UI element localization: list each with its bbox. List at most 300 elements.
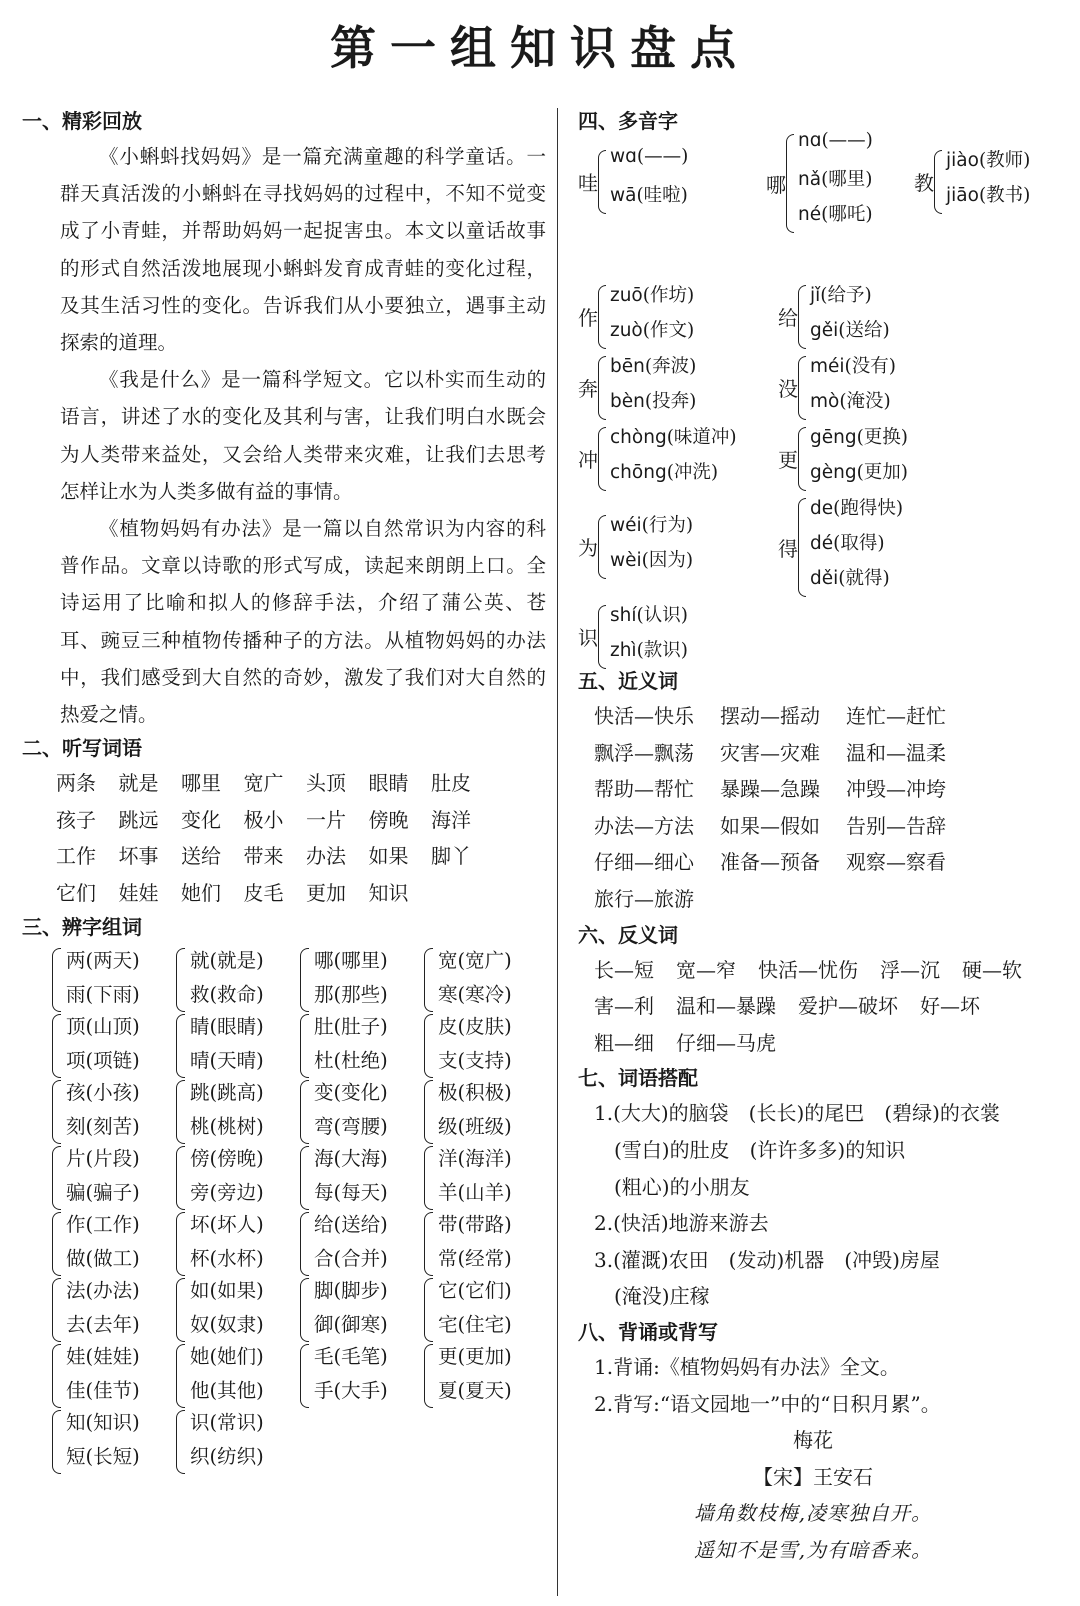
brace xyxy=(798,427,806,491)
dictation-word: 它们 xyxy=(56,880,96,905)
char-pair xyxy=(52,1342,170,1408)
polyphone-reading xyxy=(610,146,688,167)
brace xyxy=(934,150,942,214)
example-word: (哪吒) xyxy=(821,204,873,225)
antonym-row xyxy=(594,1025,1068,1062)
recitation-items xyxy=(594,1349,1068,1422)
char-pair-item: 雨(下雨) xyxy=(66,983,140,1007)
pinyin: gèng xyxy=(810,462,857,483)
review-paragraphs xyxy=(22,138,546,733)
brace xyxy=(598,285,606,349)
example-word: (哪里) xyxy=(821,169,873,190)
polyphone-reading xyxy=(810,529,885,555)
antonym-pair: 宽—窄 xyxy=(676,957,736,982)
char-pair-item: 杜(杜绝) xyxy=(314,1049,388,1073)
collocation-line: (雪白)的肚皮 (许许多多)的知识 xyxy=(614,1137,906,1162)
pinyin: wéi xyxy=(610,515,642,536)
pinyin: wèi xyxy=(610,550,642,571)
polyphone-reading xyxy=(610,546,693,572)
char-pair-item: 刻(刻苦) xyxy=(66,1115,140,1139)
synonym-pair: 摆动—摇动 xyxy=(720,704,820,728)
dictation-word: 哪里 xyxy=(181,771,221,796)
column-divider xyxy=(557,108,558,1596)
brace xyxy=(176,1344,185,1408)
brace xyxy=(424,1344,433,1408)
char-pair-item: 常(经常) xyxy=(438,1247,512,1271)
char-pair xyxy=(300,1078,418,1144)
polyphone-reading xyxy=(610,387,696,413)
word-row xyxy=(56,838,542,875)
synonym-pair: 冲毁—冲垮 xyxy=(846,777,946,802)
char-pair xyxy=(176,1012,294,1078)
example-word: (就得) xyxy=(838,568,890,589)
word-row xyxy=(56,875,542,912)
antonym-pair: 爱护—破坏 xyxy=(798,994,898,1019)
synonym-pair: 准备—预备 xyxy=(720,850,820,875)
dictation-word: 孩子 xyxy=(56,807,96,832)
polyphone-reading xyxy=(610,181,688,207)
char-pair xyxy=(52,1210,170,1276)
char-pair xyxy=(176,1408,294,1474)
example-word: (没有) xyxy=(844,356,896,377)
brace xyxy=(300,1146,309,1210)
char-pair-item: 识(常识) xyxy=(190,1411,264,1435)
brace xyxy=(424,1278,433,1342)
brace xyxy=(176,1212,185,1276)
recitation-item: 2.背写:“语文园地一”中的“日积月累”。 xyxy=(594,1391,941,1416)
pinyin: jiào xyxy=(946,150,979,171)
dictation-word: 头顶 xyxy=(306,771,346,796)
synonym-pair: 温和—温柔 xyxy=(846,740,946,765)
char-pair xyxy=(424,946,542,1012)
char-pair-row xyxy=(52,1144,542,1210)
pinyin: jiāo xyxy=(946,185,979,206)
brace xyxy=(798,285,806,349)
char-pair-item: 脚(脚步) xyxy=(314,1279,388,1303)
char-pair xyxy=(300,1210,418,1276)
char-pair-row xyxy=(52,1210,542,1276)
char-pair-item: 坏(坏人) xyxy=(190,1213,264,1237)
brace xyxy=(598,515,606,579)
char-pair xyxy=(424,1210,542,1276)
brace xyxy=(176,948,185,1012)
char-pair xyxy=(52,1078,170,1144)
char-pair-item: 做(做工) xyxy=(66,1247,140,1271)
char-pair-item: 合(合并) xyxy=(314,1247,388,1271)
char-pair xyxy=(424,1276,542,1342)
polyphone-char: 更 xyxy=(778,448,798,472)
dictation-word: 娃娃 xyxy=(118,880,159,905)
synonym-pair: 告别—告辞 xyxy=(846,813,946,838)
pinyin: dé xyxy=(810,533,834,554)
example-word: (——) xyxy=(821,130,873,151)
char-pair-item: 如(如果) xyxy=(190,1279,264,1303)
brace xyxy=(598,150,606,214)
brace xyxy=(424,1212,433,1276)
polyphone-char: 给 xyxy=(778,306,798,330)
dictation-word-list xyxy=(56,765,542,911)
char-pair-item: 洋(海洋) xyxy=(438,1147,512,1171)
char-pair-item: 它(它们) xyxy=(438,1279,512,1303)
antonym-pair: 仔细—马虎 xyxy=(676,1030,776,1055)
antonym-pair: 长—短 xyxy=(594,957,654,982)
char-pair-item: 片(片段) xyxy=(66,1147,140,1171)
left-column xyxy=(22,104,546,1474)
section-heading-dictation: 二、听写词语 xyxy=(22,736,142,761)
word-row xyxy=(56,802,542,839)
synonym-pair: 暴躁—急躁 xyxy=(720,777,820,802)
char-pair xyxy=(176,1144,294,1210)
char-pair-item: 海(大海) xyxy=(314,1147,388,1171)
synonym-row xyxy=(594,881,1068,918)
brace xyxy=(598,356,606,420)
char-pair-item: 桃(桃树) xyxy=(190,1115,264,1139)
char-pair xyxy=(300,1342,418,1408)
char-pair-item: 寒(寒冷) xyxy=(438,983,512,1007)
char-pair-item: 项(项链) xyxy=(66,1049,140,1073)
polyphone-reading xyxy=(610,316,694,342)
right-column xyxy=(578,104,1068,1568)
char-pair-item: 作(工作) xyxy=(66,1213,140,1237)
example-word: (投奔) xyxy=(644,391,697,412)
polyphone-char: 哪 xyxy=(766,172,786,197)
synonym-list xyxy=(594,698,1068,918)
char-pair-item: 睛(眼睛) xyxy=(190,1015,264,1039)
dictation-word: 她们 xyxy=(181,880,221,905)
dictation-word: 办法 xyxy=(306,844,346,869)
dictation-word: 就是 xyxy=(118,771,159,796)
char-pair-item: 皮(皮肤) xyxy=(438,1015,512,1039)
review-paragraph: 《植物妈妈有办法》是一篇以自然常识为内容的科普作品。文章以诗歌的形式写成，读起来朗朗上口。全诗运用了比喻和拟人的修辞手法，介绍了蒲公英、苍耳、豌豆三种植物传播种子的方法。从植物妈妈的办法中，我们感受到大自然的奇妙，激发了我们对大自然的热爱之情。 xyxy=(60,517,546,727)
char-pair xyxy=(52,1276,170,1342)
brace xyxy=(300,948,309,1012)
brace xyxy=(52,1146,61,1210)
char-pair xyxy=(52,946,170,1012)
char-pair-item: 孩(小孩) xyxy=(66,1081,140,1105)
antonym-pair: 快活—忧伤 xyxy=(758,957,858,982)
char-pair xyxy=(52,1144,170,1210)
brace xyxy=(424,1014,433,1078)
char-pair xyxy=(52,1408,170,1474)
example-word: (认识) xyxy=(636,605,688,626)
char-pair-item: 哪(哪里) xyxy=(314,949,388,973)
pinyin: bēn xyxy=(610,356,645,377)
word-row xyxy=(56,765,542,802)
polyphone-reading xyxy=(798,130,873,151)
char-pair xyxy=(52,1012,170,1078)
synonym-pair: 仔细—细心 xyxy=(594,850,694,875)
dictation-word: 如果 xyxy=(368,844,409,869)
polyphone-reading xyxy=(810,387,891,413)
polyphone-reading xyxy=(610,352,696,378)
brace xyxy=(424,1146,433,1210)
char-pair-item: 夏(夏天) xyxy=(438,1379,512,1403)
pinyin: bèn xyxy=(610,391,645,412)
dictation-word: 海洋 xyxy=(431,807,471,832)
brace xyxy=(798,498,806,597)
char-pair-item: 毛(毛笔) xyxy=(314,1345,388,1369)
antonym-pair: 浮—沉 xyxy=(880,957,940,982)
example-word: (冲洗) xyxy=(666,462,719,483)
antonym-pair: 温和—暴躁 xyxy=(676,994,776,1019)
char-pair-item: 顶(山顶) xyxy=(66,1015,140,1039)
antonym-pair: 硬—软 xyxy=(962,957,1022,982)
polyphone-char: 哇 xyxy=(578,171,598,195)
dictation-word: 带来 xyxy=(243,844,284,869)
char-pair-item: 宅(住宅) xyxy=(438,1313,512,1337)
char-pair-grid xyxy=(52,946,542,1474)
example-word: (因为) xyxy=(641,550,694,571)
char-pair-item: 带(带路) xyxy=(438,1213,512,1237)
brace xyxy=(300,1212,309,1276)
example-word: (取得) xyxy=(833,533,885,554)
char-pair xyxy=(300,1276,418,1342)
example-word: (——) xyxy=(636,146,689,167)
char-pair-item: 级(班级) xyxy=(438,1115,512,1139)
char-pair-item: 极(积极) xyxy=(438,1081,512,1105)
brace xyxy=(300,1080,309,1144)
pinyin: zuò xyxy=(610,320,643,341)
example-word: (教书) xyxy=(978,185,1031,206)
poem-line: 墙角数枝梅,凌寒独自开。 xyxy=(693,1501,933,1526)
brace xyxy=(52,948,61,1012)
polyphone-char: 冲 xyxy=(578,448,598,472)
page-title: 第一组知识盘点 xyxy=(330,21,750,75)
pinyin: mò xyxy=(810,391,840,412)
polyphone-char: 为 xyxy=(578,536,598,560)
brace xyxy=(176,1410,185,1474)
polyphone-grid xyxy=(578,130,1068,664)
polyphone-reading xyxy=(610,423,737,449)
polyphone-char: 得 xyxy=(778,536,798,561)
char-pair-item: 她(她们) xyxy=(190,1345,264,1369)
synonym-row xyxy=(594,698,1068,735)
char-pair-item: 骗(骗子) xyxy=(66,1181,140,1205)
char-pair-item: 支(支持) xyxy=(438,1049,512,1073)
char-pair-item: 肚(肚子) xyxy=(314,1015,388,1039)
char-pair xyxy=(300,1012,418,1078)
dictation-word: 眼睛 xyxy=(368,771,409,796)
char-pair-item: 知(知识) xyxy=(66,1411,140,1435)
pinyin: nǎ xyxy=(798,169,822,190)
example-word: (淹没) xyxy=(839,391,891,412)
brace xyxy=(300,1014,309,1078)
polyphone-char: 识 xyxy=(578,626,598,650)
polyphone-reading xyxy=(810,316,890,342)
pinyin: chòng xyxy=(610,427,667,448)
polyphone-reading xyxy=(810,352,896,378)
char-pair-item: 御(御寒) xyxy=(314,1313,388,1337)
poem xyxy=(578,1422,1048,1568)
char-pair xyxy=(424,1012,542,1078)
dictation-word: 宽广 xyxy=(243,771,284,796)
char-pair-item: 就(就是) xyxy=(190,949,264,973)
dictation-word: 工作 xyxy=(56,844,96,869)
char-pair-item: 弯(弯腰) xyxy=(314,1115,388,1139)
char-pair xyxy=(300,946,418,1012)
collocation-line: 1.(大大)的脑袋 (长长)的尾巴 (碧绿)的衣裳 xyxy=(594,1101,1000,1126)
polyphone-reading xyxy=(610,511,693,537)
poem-line: 遥知不是雪,为有暗香来。 xyxy=(693,1537,933,1562)
dictation-word: 皮毛 xyxy=(243,880,284,905)
pinyin: chōng xyxy=(610,462,667,483)
brace xyxy=(300,1278,309,1342)
brace xyxy=(52,1212,61,1276)
char-pair xyxy=(176,1210,294,1276)
antonym-list xyxy=(594,952,1068,1062)
dictation-word: 跳远 xyxy=(118,807,159,832)
brace xyxy=(598,427,606,491)
example-word: (教师) xyxy=(978,150,1031,171)
review-paragraph: 《我是什么》是一篇科学短文。它以朴实而生动的语言，讲述了水的变化及其利与害，让我们明白水既会为人类带来益处，又会给人类带来灾难，让我们去思考怎样让水为人类多做有益的事情。 xyxy=(60,368,546,503)
poem-title: 梅花 xyxy=(793,1428,833,1453)
synonym-row xyxy=(594,771,1068,808)
dictation-word: 一片 xyxy=(306,807,346,832)
section-heading-review: 一、精彩回放 xyxy=(22,109,142,133)
synonym-pair: 帮助—帮忙 xyxy=(594,777,694,802)
polyphone-reading xyxy=(798,165,873,191)
polyphone-char: 教 xyxy=(914,171,934,195)
pinyin: zhì xyxy=(610,640,637,661)
polyphone-reading xyxy=(810,423,908,449)
polyphone-reading xyxy=(610,281,694,307)
example-word: (更换) xyxy=(856,427,909,448)
polyphone-reading xyxy=(946,146,1030,172)
example-word: (哇啦) xyxy=(636,185,688,206)
dictation-word: 肚皮 xyxy=(431,771,471,796)
example-word: (更加) xyxy=(856,462,909,483)
dictation-word: 知识 xyxy=(368,880,409,905)
section-heading-collocations: 七、词语搭配 xyxy=(578,1066,698,1091)
section-heading-char-pairs: 三、辨字组词 xyxy=(22,915,142,940)
pinyin: jǐ xyxy=(810,285,821,306)
synonym-pair: 办法—方法 xyxy=(594,813,694,838)
char-pair-item: 救(救命) xyxy=(190,983,264,1007)
review-paragraph: 《小蝌蚪找妈妈》是一篇充满童趣的科学童话。一群天真活泼的小蝌蚪在寻找妈妈的过程中，不知不觉变成了小青蛙，并帮助妈妈一起捉害虫。本文以童话故事的形式自然活泼地展现小蝌蚪发育成青蛙的变化过程，及其生活习性的变化。告诉我们从小要独立，遇事主动探索的道理。 xyxy=(60,145,546,355)
brace xyxy=(52,1344,61,1408)
synonym-row xyxy=(594,844,1068,881)
polyphone-reading xyxy=(946,181,1030,207)
char-pair-item: 羊(山羊) xyxy=(438,1181,512,1205)
antonym-row xyxy=(594,988,1068,1025)
synonym-pair: 旅行—旅游 xyxy=(594,886,694,911)
char-pair-item: 变(变化) xyxy=(314,1081,388,1105)
char-pair-item: 那(那些) xyxy=(314,983,388,1007)
example-word: (送给) xyxy=(838,320,890,341)
example-word: (行为) xyxy=(641,515,694,536)
example-word: (作文) xyxy=(642,320,695,341)
pinyin: de xyxy=(810,498,834,519)
synonym-pair: 快活—快乐 xyxy=(594,704,694,728)
char-pair-item: 宽(宽广) xyxy=(438,949,512,973)
example-word: (味道冲) xyxy=(666,427,737,448)
pinyin: gēng xyxy=(810,427,857,448)
antonym-pair: 粗—细 xyxy=(594,1030,654,1055)
polyphone-reading xyxy=(610,458,718,484)
polyphone-reading xyxy=(810,281,872,307)
char-pair-row xyxy=(52,1276,542,1342)
char-pair-item: 织(纺织) xyxy=(190,1445,264,1469)
polyphone-reading xyxy=(810,458,908,484)
char-pair-item: 奴(奴隶) xyxy=(190,1313,264,1337)
brace xyxy=(424,1080,433,1144)
char-pair xyxy=(176,1342,294,1408)
brace xyxy=(52,1278,61,1342)
dictation-word: 变化 xyxy=(181,807,221,832)
brace xyxy=(176,1278,185,1342)
brace xyxy=(52,1410,61,1474)
synonym-pair: 灾害—灾难 xyxy=(720,740,820,765)
example-word: (给予) xyxy=(820,285,872,306)
synonym-row xyxy=(594,735,1068,772)
polyphone-reading xyxy=(810,494,903,520)
char-pair-item: 给(送给) xyxy=(314,1213,388,1237)
section-heading-antonyms: 六、反义词 xyxy=(578,922,678,947)
synonym-row xyxy=(594,808,1068,845)
brace xyxy=(786,134,794,233)
char-pair-item: 更(更加) xyxy=(438,1345,512,1369)
pinyin: shí xyxy=(610,605,637,626)
dictation-word: 傍晚 xyxy=(368,807,409,832)
antonym-pair: 害—利 xyxy=(594,994,654,1019)
collocation-line: 2.(快活)地游来游去 xyxy=(594,1211,769,1236)
polyphone-char: 奔 xyxy=(578,377,598,401)
section-heading-recitation: 八、背诵或背写 xyxy=(578,1319,718,1344)
pinyin: méi xyxy=(810,356,845,377)
char-pair-item: 去(去年) xyxy=(66,1313,140,1337)
polyphone-reading xyxy=(610,636,688,662)
example-word: (奔波) xyxy=(644,356,697,377)
dictation-word: 送给 xyxy=(181,844,221,869)
char-pair-item: 佳(佳节) xyxy=(66,1379,140,1403)
synonym-pair: 飘浮—飘荡 xyxy=(594,740,694,765)
brace xyxy=(424,948,433,1012)
char-pair xyxy=(176,1078,294,1144)
char-pair-item: 杯(水杯) xyxy=(190,1247,264,1271)
polyphone-reading xyxy=(610,601,688,627)
poem-author: 【宋】王安石 xyxy=(753,1464,873,1489)
brace xyxy=(598,605,606,669)
polyphone-char: 作 xyxy=(578,306,598,330)
brace xyxy=(798,356,806,420)
brace xyxy=(52,1080,61,1144)
char-pair-row xyxy=(52,1408,542,1474)
section-heading-polyphones: 四、多音字 xyxy=(578,109,678,133)
pinyin: nɑ xyxy=(798,130,822,151)
example-word: (款识) xyxy=(636,640,689,661)
polyphone-reading xyxy=(810,564,890,590)
pinyin: děi xyxy=(810,568,839,589)
char-pair xyxy=(300,1144,418,1210)
dictation-word: 脚丫 xyxy=(431,844,471,869)
char-pair-item: 法(办法) xyxy=(66,1279,140,1303)
char-pair xyxy=(424,1144,542,1210)
polyphone-char: 没 xyxy=(778,377,798,401)
char-pair-item: 晴(天晴) xyxy=(190,1049,264,1073)
char-pair-item: 他(其他) xyxy=(190,1379,264,1403)
char-pair-item: 旁(旁边) xyxy=(190,1181,264,1205)
char-pair-item: 两(两天) xyxy=(66,949,140,973)
char-pair-item: 短(长短) xyxy=(66,1445,140,1469)
dictation-word: 两条 xyxy=(56,771,96,796)
char-pair xyxy=(424,1078,542,1144)
pinyin: wā xyxy=(610,185,637,206)
char-pair xyxy=(176,946,294,1012)
char-pair-item: 傍(傍晚) xyxy=(190,1147,264,1171)
char-pair-row xyxy=(52,946,542,1012)
antonym-pair: 好—坏 xyxy=(920,994,980,1019)
char-pair-row xyxy=(52,1078,542,1144)
